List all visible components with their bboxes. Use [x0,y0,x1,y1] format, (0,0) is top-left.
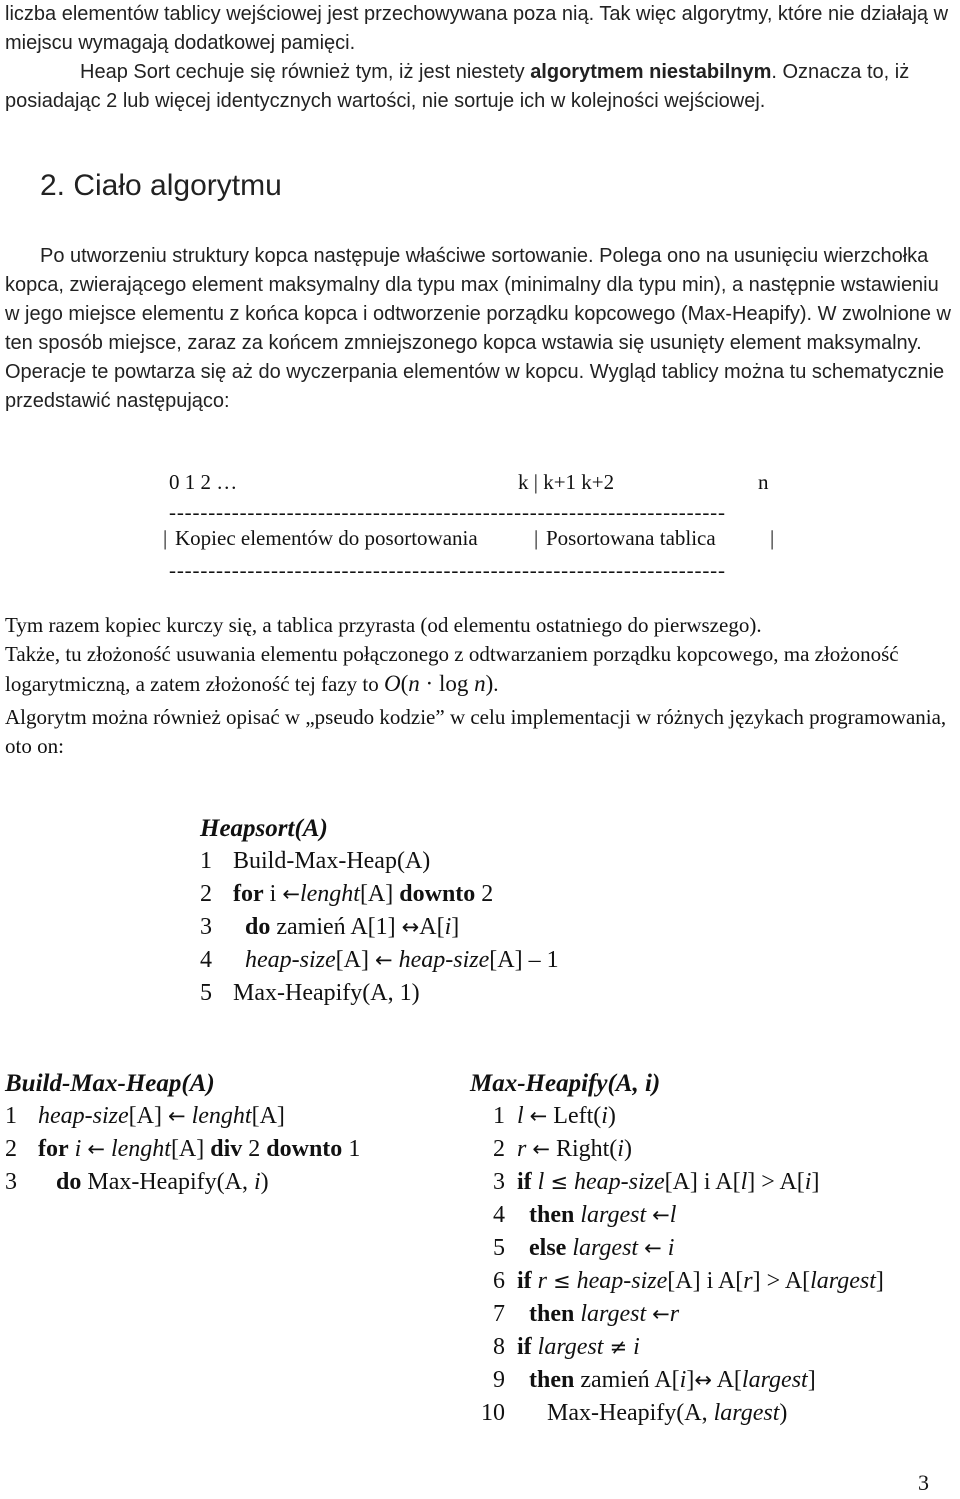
swap-arrow-icon: ↔ [694,1368,712,1392]
schema-bar-mid: | [534,526,539,550]
left-arrow-icon: ← [652,1302,670,1326]
section-paragraph [5,242,957,416]
mh-line-8: 8 if largest ≠ i [493,1334,640,1360]
less-equal-icon: ≤ [550,1170,568,1194]
mh-line-10: 10 Max-Heapify(A, largest) [481,1400,788,1426]
mh-line-1: 1 l ← Left(i) [493,1103,616,1129]
page-number: 3 [918,1470,929,1495]
build-max-heap-block [5,1067,360,1199]
left-arrow-icon: ← [652,1203,670,1227]
schema-dashes-bottom: ----------------------------------------------------------------------- [169,558,726,582]
schema-index-mid: k | k+1 k+2 [518,470,615,494]
build-max-heap-title: Build-Max-Heap(A) [5,1070,215,1097]
heapsort-line-3: 3 do zamień A[1] ↔A[i] [200,914,460,940]
heapsort-line-5: 5 Max-Heapify(A, 1) [200,980,420,1006]
complexity-line: Także, tu złożoność usuwania elementu połączonego z odtwarzaniem porządku kopcowego, ma złożoność logarytmiczną, a zatem złożoność tej fazy to O(n · log n). [5,642,899,696]
schema-index-right: n [758,470,769,494]
mh-line-2: 2 r ← Right(i) [493,1136,632,1162]
schema-sorted-label: Posortowana tablica [546,526,716,550]
left-arrow-icon: ← [282,882,300,906]
stability-text-end: . Oznacza to, iż posiadając 2 lub więcej identycznych wartości, nie sortuje ich w kolejności wejściowej. [5,61,910,112]
complexity-formula: O(n · log n) [384,671,494,696]
section-paragraph-text: Po utworzeniu struktury kopca następuje właściwe sortowanie. Polega ono na usunięciu wierzchołka kopca, zwierającego element maksymalny dla typu max (minimalny dla typu min), a następnie wstawieniu w jego miejsce elementu z końca kopca i odtworzenie porządku kopcowego (Max-Heapify). W zwolnione w ten sposób miejsce, zaraz za końcem zmniejszonego kopca wstawia się usunięty element maksymalny. Operacje te powtarza się aż do wyczerpania elementów w kopcu. Wygląd tablicy można tu schematycznie przedstawić następująco: [5,245,951,412]
build-line-2: 2 for i ← lenght[A] div 2 downto 1 [5,1136,361,1162]
heapsort-line-2: 2 for i ←lenght[A] downto 2 [200,881,494,907]
heapsort-line-1: 1 Build-Max-Heap(A) [200,848,431,874]
stability-bold: algorytmem niestabilnym [530,61,772,83]
max-heapify-title: Max-Heapify(A, i) [470,1070,661,1097]
stability-paragraph [5,58,957,116]
schema-bar-left: | [163,526,168,550]
left-arrow-icon: ← [529,1104,548,1128]
schema-index-left: 0 1 2 … [169,470,238,494]
schema-bar-right: | [770,526,775,550]
mh-line-4: 4 then largest ←l [493,1202,677,1228]
swap-arrow-icon: ↔ [401,915,420,939]
build-line-1: 1 heap-size[A] ← lenght[A] [5,1103,285,1129]
mh-line-6: 6 if r ≤ heap-size[A] i A[r] > A[largest] [493,1268,884,1294]
left-arrow-icon: ← [167,1104,186,1128]
complexity-text: Także, tu złożoność usuwania elementu połączonego z odtwarzaniem porządku kopcowego, ma złożoność logarytmiczną, a zatem złożoność tej fazy to [5,642,899,696]
after-line1: Tym razem kopiec kurczy się, a tablica przyrasta (od elementu ostatniego do pierwszego). [5,613,762,637]
pseudocode-intro: Algorytm można również opisać w „pseudo kodzie” w celu implementacji w różnych językach programowania, oto on: [5,705,947,758]
intro-text [5,0,957,116]
schema-heap-label: Kopiec elementów do posortowania [175,526,478,550]
build-line-3: 3 do Max-Heapify(A, i) [5,1169,269,1195]
schema-dashes-top: ----------------------------------------------------------------------- [169,500,726,524]
less-equal-icon: ≤ [553,1269,571,1293]
after-paragraph [5,611,957,761]
intro-line: liczba elementów tablicy wejściowej jest przechowywana poza nią. Tak więc algorytmy, które nie działają w miejscu wymagają dodatkowej pamięci. [5,3,949,54]
mh-line-7: 7 then largest ←r [493,1301,680,1327]
left-arrow-icon: ← [644,1236,662,1260]
section-heading: 2. Ciało algorytmu [40,169,282,202]
not-equal-icon: ≠ [609,1335,628,1359]
stability-text-start: Heap Sort cechuje się również tym, iż jest niestety [80,61,531,83]
heapsort-title: Heapsort(A) [200,815,328,842]
left-arrow-icon: ← [532,1137,550,1161]
heapsort-line-4: 4 heap-size[A] ← heap-size[A] – 1 [200,947,559,973]
mh-line-9: 9 then zamień A[i]↔ A[largest] [493,1367,816,1393]
left-arrow-icon: ← [87,1137,105,1161]
mh-line-3: 3 if l ≤ heap-size[A] i A[l] > A[i] [493,1169,820,1195]
max-heapify-block [470,1067,884,1430]
heapsort-block [200,812,559,1010]
mh-line-5: 5 else largest ← i [493,1235,675,1261]
left-arrow-icon: ← [374,948,393,972]
